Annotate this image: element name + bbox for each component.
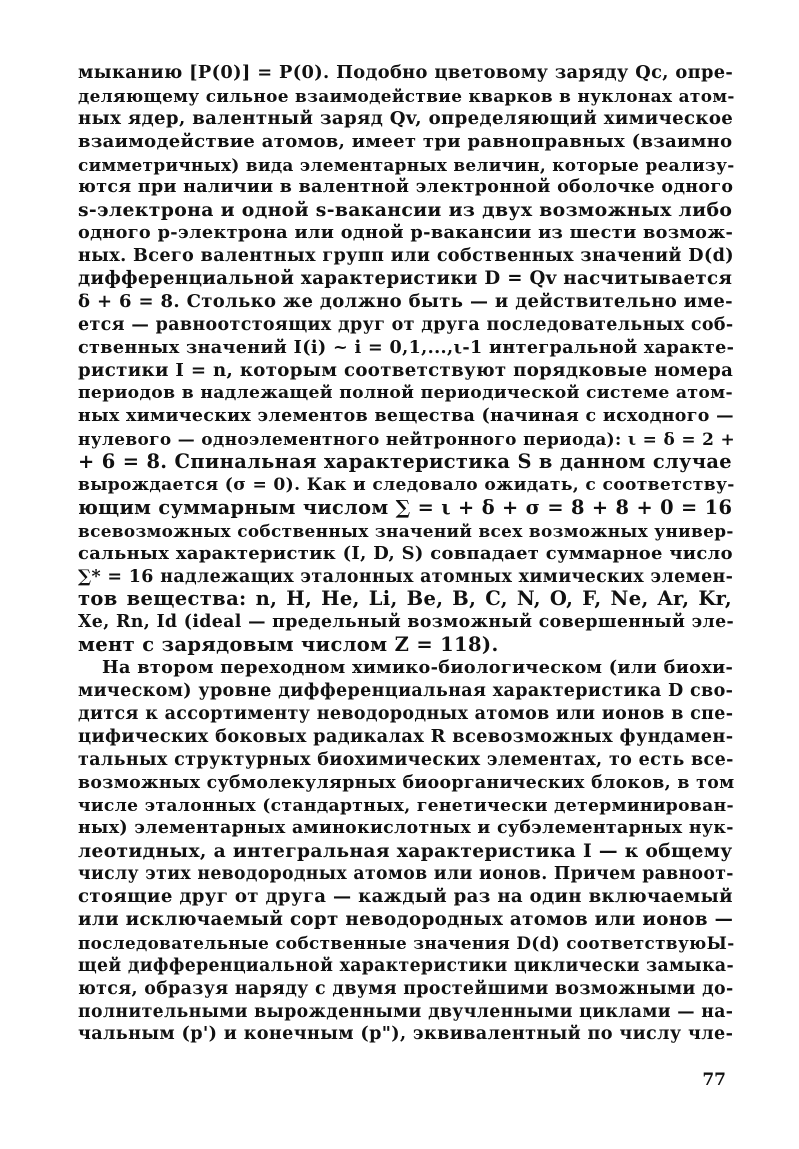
text-line: На втором переходном химико-биологическом (или биохи- (102, 657, 734, 679)
text-line: ственных значений I(i) ~ i = 0,1,...,ι-1 интегральной характе- (78, 337, 735, 358)
text-line: δ + 6 = 8. Столько же должно быть — и действительно име- (78, 290, 733, 312)
text-line: мыканию [P(0)] = P(0). Подобно цветовому заряду Qc, опре- (78, 62, 734, 83)
text-line: числе эталонных (стандартных, генетически детерминирован- (78, 795, 734, 816)
text-line: цифических боковых радикалах R всевозможных фундамен- (78, 725, 734, 747)
text-line: тов вещества: n, H, He, Li, Be, B, C, N, O, F, Ne, Ar, Kr, (78, 587, 732, 611)
text-line: симметричных) вида элементарных величин, которые реализу- (78, 154, 735, 175)
text-line: мическом) уровне дифференциальная характеристика D сво- (78, 681, 734, 702)
text-line: ных ядер, валентный заряд Qv, определяющий химическое (78, 107, 734, 129)
text-line: мент с зарядовым числом Z = 118). (78, 633, 499, 657)
text-line: возможных субмолекулярных биоорганических блоков, в том (78, 772, 735, 793)
text-line: дится к ассортименту неводородных атомов или ионов в спе- (78, 703, 734, 724)
text-line: нулевого — одноэлементного нейтронного периода): ι = δ = 2 + (78, 429, 736, 450)
text-line: ющим суммарным числом ∑ = ι + δ + σ = 8 + 8 + 0 = 16 (78, 495, 733, 519)
text-line: щей дифференциальной характеристики циклически замыка- (78, 955, 734, 976)
text-line: ных) элементарных аминокислотных и субэлементарных нук- (78, 818, 734, 839)
text-line: периодов в надлежащей полной периодической системе атом- (78, 383, 733, 404)
paragraph-2 (78, 657, 735, 1046)
page-number: 77 (702, 1070, 726, 1090)
text-line: s-электрона и одной s-вакансии из двух возможных либо (78, 199, 733, 222)
paragraph-1 (78, 62, 736, 657)
text-line: тальных структурных биохимических элементах, то есть все- (78, 749, 734, 770)
text-line: деляющему сильное взаимодействие кварков в нуклонах атом- (78, 85, 735, 106)
text-line: ются при наличии в валентной электронной оболочке одного (78, 177, 734, 198)
text-line: вырождается (σ = 0). Как и следовало ожидать, с соответству- (78, 475, 735, 496)
text-line: чальным (p') и конечным (p"), эквивалентный по числу чле- (78, 1023, 734, 1045)
text-line: Xe, Rn, Id (ideal — предельный возможный совершенный эле- (78, 612, 735, 633)
text-line: последовательные собственные значения D(d) соответствуюЫ- (78, 932, 735, 953)
text-line: ется — равноотстоящих друг от друга последовательных соб- (78, 314, 734, 335)
text-line: взаимодействие атомов, имеет три равноправных (взаимно (78, 130, 733, 152)
text-line: всевозможных собственных значений всех возможных универ- (78, 520, 734, 541)
text-line: ристики I = n, которым соответствуют порядковые номера (78, 359, 734, 381)
text-line: ных химических элементов вещества (начиная с исходного — (78, 406, 734, 427)
text-line: ных. Всего валентных групп или собственных значений D(d) (78, 245, 734, 267)
text-line: сальных характеристик (I, D, S) совпадает суммарное число (78, 542, 733, 564)
text-line: + 6 = 8. Спинальная характеристика S в данном случае (78, 450, 732, 474)
text-line: одного p-электрона или одной p-вакансии из шести возмож- (78, 222, 734, 244)
page-text (78, 62, 736, 1046)
text-line: леотидных, а интегральная характеристика I — к общему (78, 840, 733, 863)
text-line: числу этих неводородных атомов или ионов. Причем равноот- (78, 864, 734, 885)
text-line: или исключаемый сорт неводородных атомов или ионов — (78, 908, 734, 930)
text-line: стоящие друг от друга — каждый раз на один включаемый (78, 886, 733, 908)
text-line: ∑* = 16 надлежащих эталонных атомных химических элемен- (78, 566, 734, 587)
text-line: полнительными вырожденными двучленными циклами — на- (78, 1001, 734, 1022)
text-line: ются, образуя наряду с двумя простейшими возможными до- (78, 978, 734, 999)
text-line: дифференциальной характеристики D = Qv насчитывается (78, 268, 733, 290)
